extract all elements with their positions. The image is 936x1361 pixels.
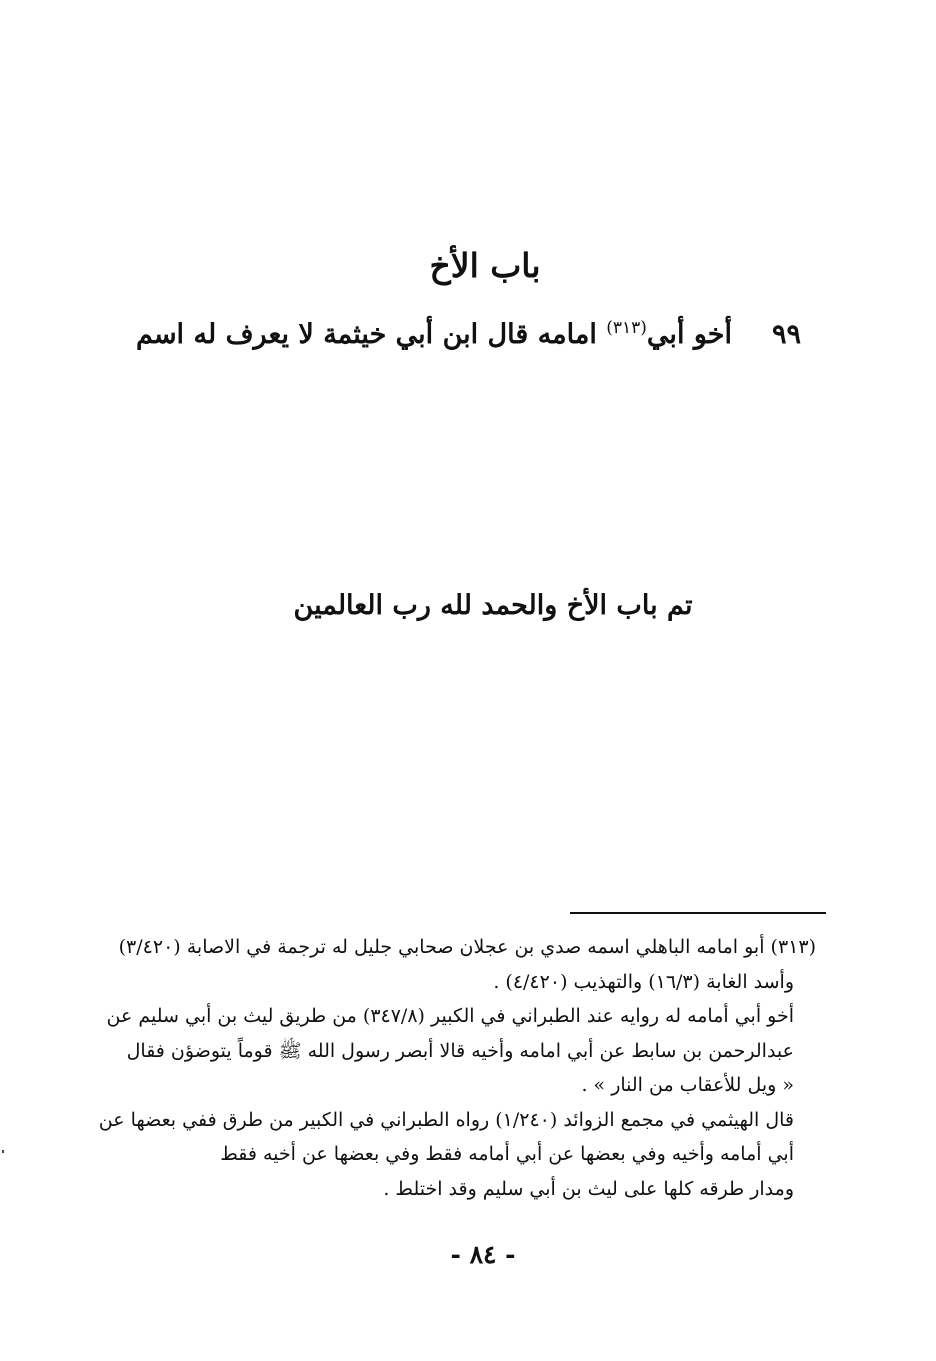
- footnote-line: عبدالرحمن بن سابط عن أبي امامه وأخيه قالا أبصر رسول الله ﷺ قوماً يتوضؤن فقال: [126, 1039, 794, 1062]
- chapter-closing-line: تم باب الأخ والحمد لله رب العالمين: [293, 590, 693, 621]
- entry-text-start: أخو أبي: [646, 319, 732, 350]
- footnote-divider: [570, 912, 826, 914]
- entry-text-end: امامه قال ابن أبي خيثمة لا يعرف له اسم: [135, 319, 607, 350]
- footnote-line: أخو أبي أمامه له روايه عند الطبراني في الكبير (٣٤٧/٨) من طريق ليث بن أبي سليم عن: [106, 1005, 794, 1027]
- footnote-reference[interactable]: (٣١٣): [606, 318, 647, 338]
- footnote-line: قال الهيثمي في مجمع الزوائد (١/٢٤٠) رواه الطبراني في الكبير من طرق ففي بعضها عن: [98, 1108, 794, 1131]
- footnote-line: أبي أمامه وأخيه وفي بعضها عن أبي أمامه فقط وفي بعضها عن أخيه فقط: [220, 1143, 794, 1165]
- scan-margin-mark: [2, 1150, 4, 1153]
- chapter-title: باب الأخ: [429, 246, 541, 285]
- footnote-line: وأسد الغابة (١٦/٣) والتهذيب (٤/٤٢٠) .: [493, 970, 794, 993]
- footnotes-section: [98, 930, 816, 1206]
- footnote-line: (٣١٣) أبو امامه الباهلي اسمه صدي بن عجلان صحابي جليل له ترجمة في الاصابة (٣/٤٢٠): [118, 936, 816, 958]
- footnote-line: ومدار طرقه كلها على ليث بن أبي سليم وقد اختلط .: [383, 1177, 794, 1200]
- entry-number: ٩٩: [771, 319, 801, 350]
- page-number: - ٨٤ -: [450, 1240, 516, 1269]
- entry-99: [136, 318, 801, 350]
- footnote-line: « ويل للأعقاب من النار » .: [581, 1074, 794, 1096]
